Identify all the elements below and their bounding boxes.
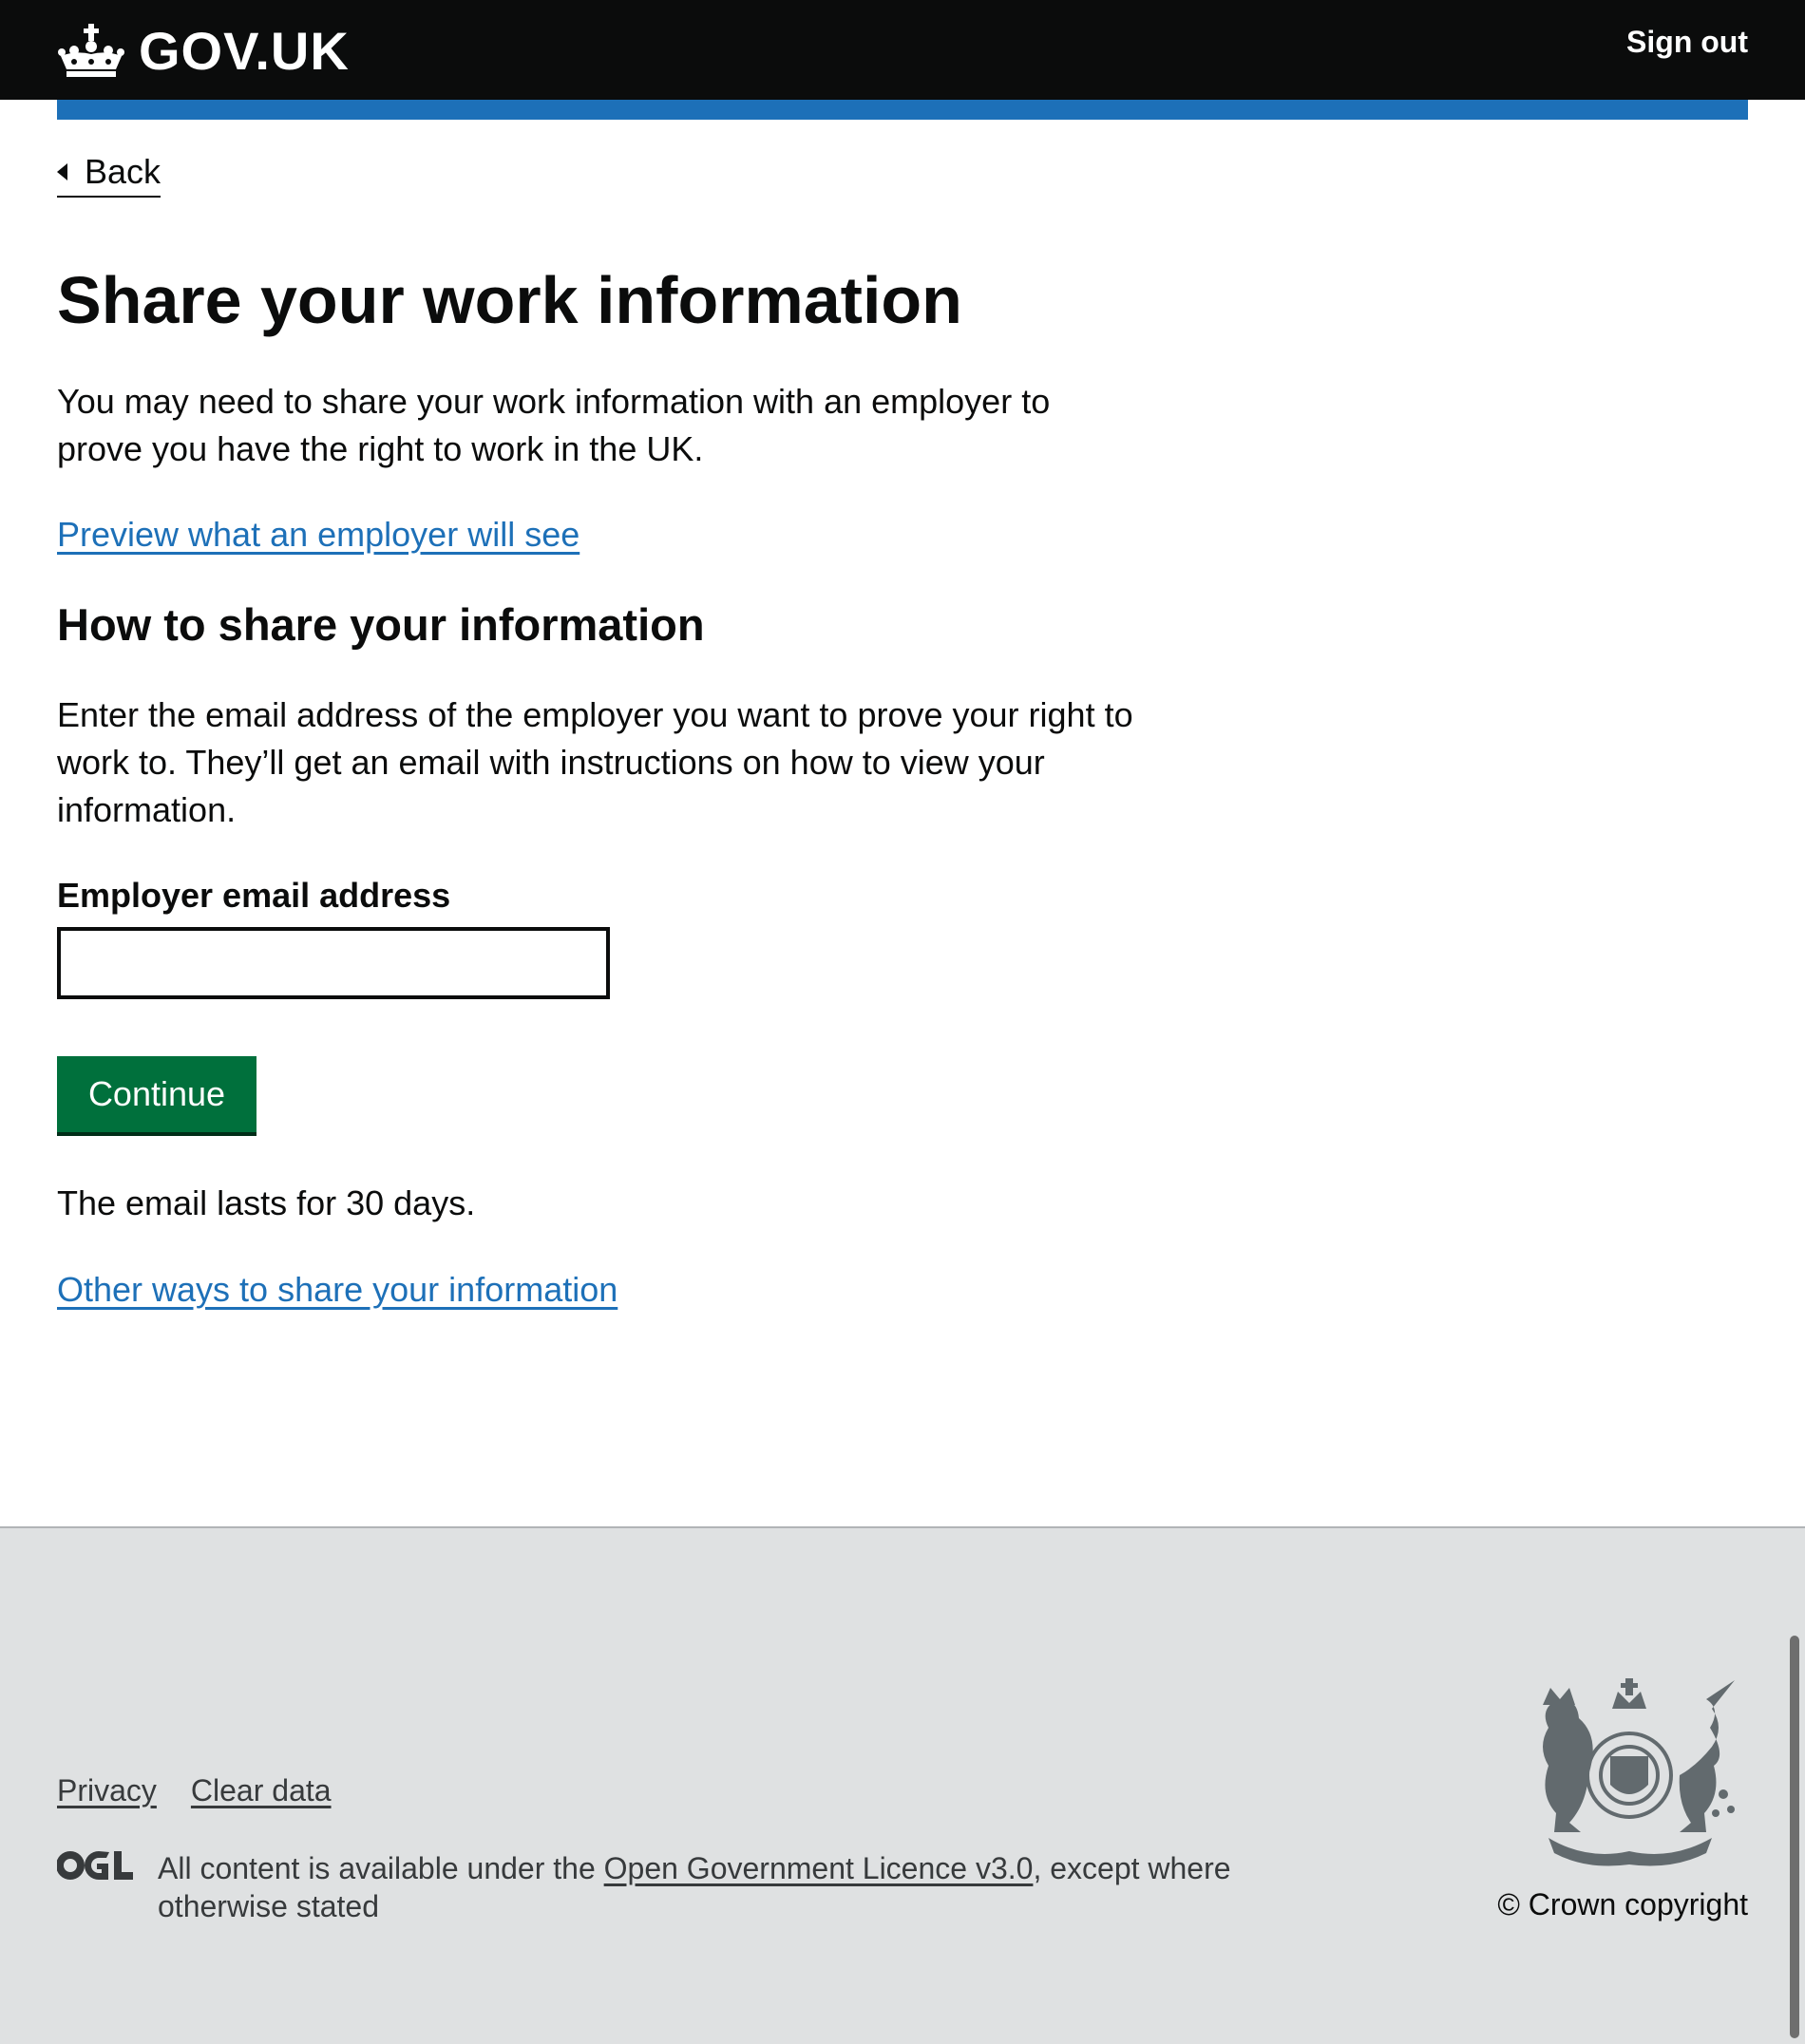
email-duration-text: The email lasts for 30 days. xyxy=(57,1183,476,1222)
crown-icon xyxy=(57,24,125,77)
site-footer xyxy=(0,1526,1805,2044)
back-link[interactable] xyxy=(57,152,161,198)
licence-prefix: All content is available under the xyxy=(158,1851,604,1885)
licence-suffix: , except where otherwise stated xyxy=(158,1851,1231,1923)
footer-clear-data-link[interactable]: Clear data xyxy=(190,1773,332,1807)
employer-email-input[interactable] xyxy=(57,927,610,999)
licence-text xyxy=(158,1849,1355,1925)
continue-button[interactable]: Continue xyxy=(57,1056,256,1132)
preview-employer-link[interactable]: Preview what an employer will see xyxy=(57,515,580,554)
royal-coat-of-arms-icon xyxy=(1510,1671,1748,1870)
sign-out-link[interactable]: Sign out xyxy=(1626,25,1748,59)
email-label: Employer email address xyxy=(57,876,451,915)
open-government-licence-link[interactable]: Open Government Licence v3.0 xyxy=(603,1851,1034,1885)
govuk-logo-link[interactable] xyxy=(57,19,350,82)
page-scrollbar[interactable] xyxy=(1790,1636,1799,2038)
section-heading: How to share your information xyxy=(57,599,705,650)
page-title: Share your work information xyxy=(57,263,962,337)
logo-text: GOV.UK xyxy=(139,20,350,81)
site-header xyxy=(0,0,1805,100)
other-ways-link[interactable]: Other ways to share your information xyxy=(57,1270,618,1309)
footer-links xyxy=(57,1773,332,1808)
instructions-text: Enter the email address of the employer you want to prove your right to work to. They’ll get an email with instructions on how to view your information. xyxy=(57,695,1133,829)
ogl-logo-icon xyxy=(57,1849,135,1882)
chevron-left-icon xyxy=(57,163,67,180)
crown-copyright-link[interactable]: © Crown copyright xyxy=(1497,1887,1748,1921)
footer-privacy-link[interactable]: Privacy xyxy=(57,1773,157,1807)
back-link-label: Back xyxy=(85,152,162,191)
header-blue-bar xyxy=(57,100,1748,120)
intro-text: You may need to share your work information with an employer to prove you have the right to work in the UK. xyxy=(57,382,1051,468)
